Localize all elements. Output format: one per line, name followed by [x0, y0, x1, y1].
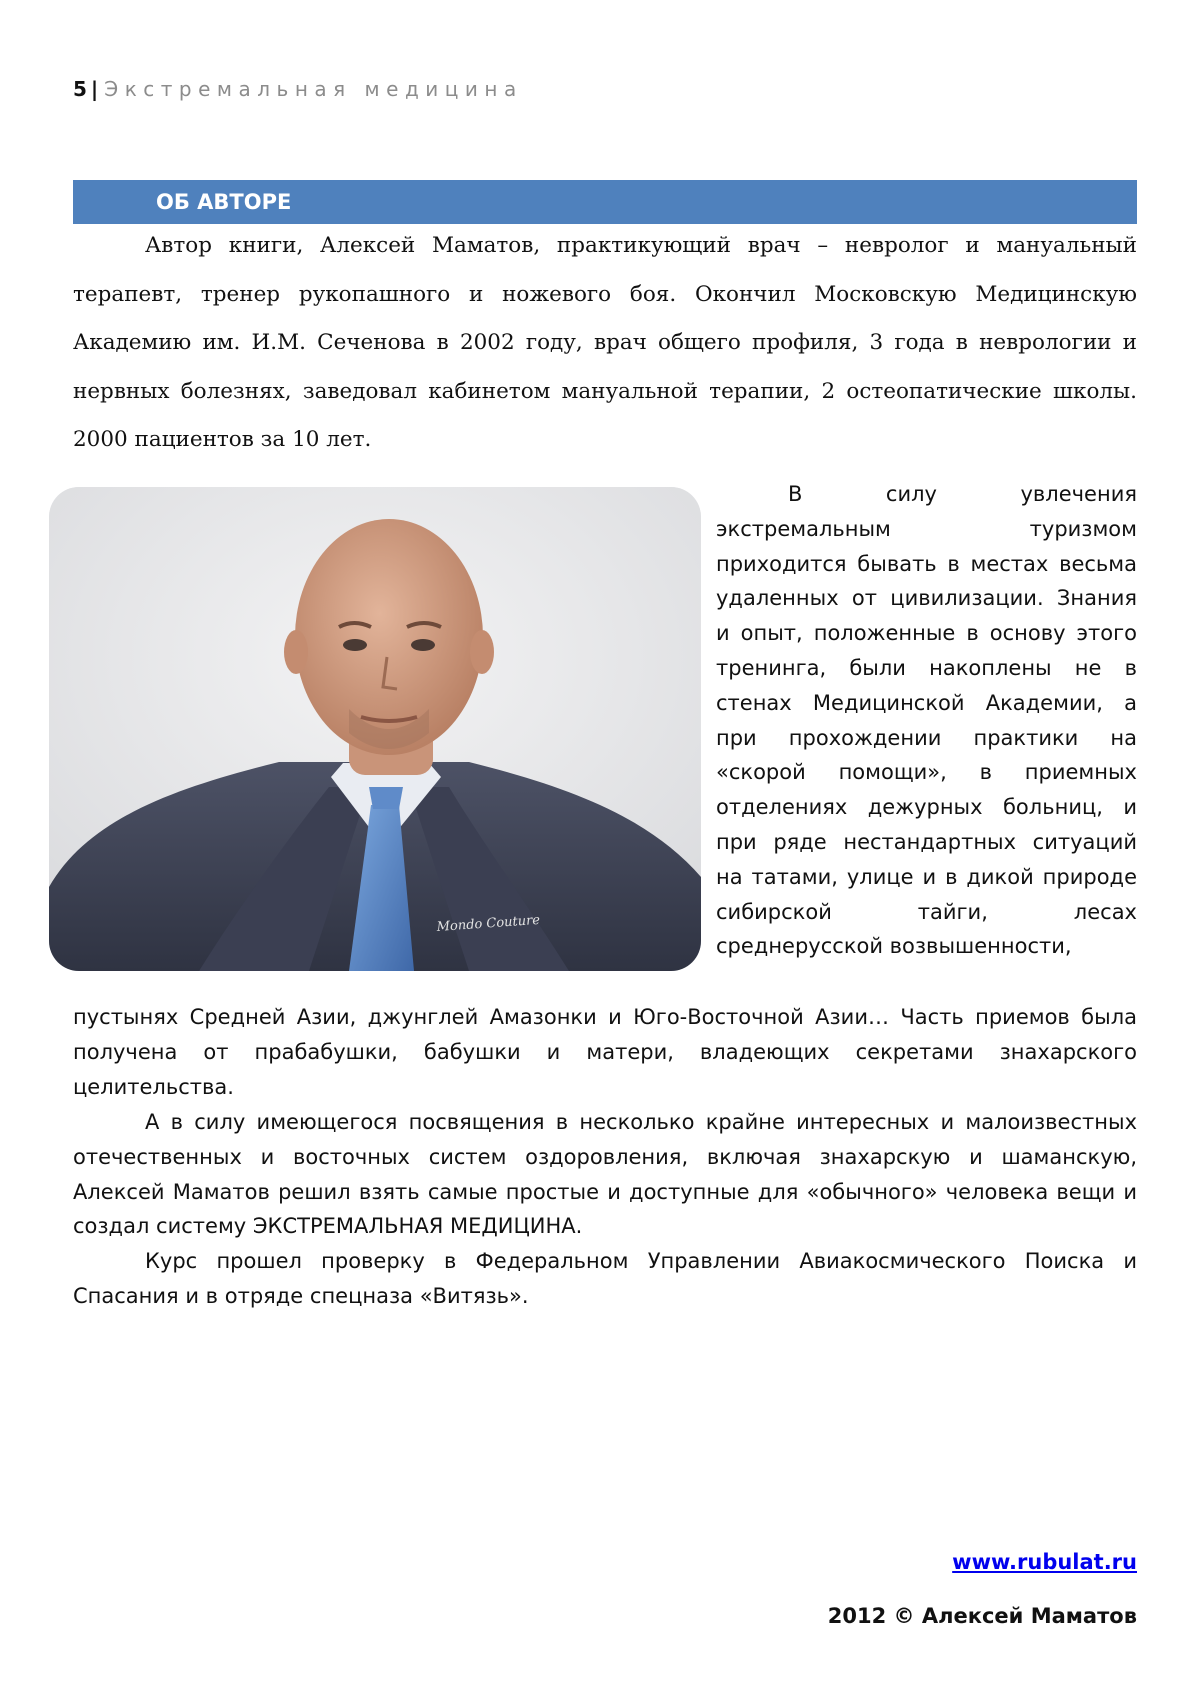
website-link[interactable]: www.rubulat.ru: [952, 1550, 1137, 1574]
header-separator: |: [90, 77, 99, 101]
paragraph-initiation: А в силу имеющегося посвящения в несколько крайне интересных и малоизвестных отечественных и восточных систем оздоровления, включая знахарскую и шаманскую, Алексей Маматов решил взять самые простые и доступные для «обычного» человека вещи и создал систему ЭКСТРЕМАЛЬНАЯ МЕДИЦИНА.: [73, 1110, 1137, 1239]
running-title: Экстремальная медицина: [104, 77, 523, 101]
page-number: 5: [73, 77, 87, 101]
jacket-label: Mondo Couture: [436, 912, 541, 935]
running-header: [73, 76, 523, 102]
paragraph-verification: Курс прошел проверку в Федеральном Управлении Авиакосмического Поиска и Спасания и в отряде спецназа «Витязь».: [73, 1249, 1137, 1308]
copyright-notice: 2012 © Алексей Маматов: [827, 1604, 1137, 1628]
author-photo: [49, 487, 701, 971]
text-beside-photo: В силу увлечения экстремальным туризмом приходится бывать в местах весьма удаленных от цивилизации. Знания и опыт, положенные в основу этого тренинга, были накоплены не в стенах Медицинской Академии, а при прохождении практики на «скорой помощи», в приемных отделениях дежурных больниц, и при ряде нестандартных ситуаций на татами, улице и в дикой природе сибирской тайги, лесах среднерусской возвышенности,: [716, 482, 1137, 959]
section-heading-band: [73, 180, 1137, 224]
section-title: ОБ АВТОРЕ: [156, 190, 292, 214]
text-below-photo: пустынях Средней Азии, джунглей Амазонки и Юго-Восточной Азии… Часть приемов была получена от прабабушки, бабушки и матери, владеющих секретами знахарского целительства.: [73, 1005, 1137, 1099]
intro-paragraph: Автор книги, Алексей Маматов, практикующий врач – невролог и мануальный терапевт, тренер рукопашного и ножевого боя. Окончил Московскую Медицинскую Академию им. И.М. Сеченова в 2002 году, врач общего профиля, 3 года в неврологии и нервных болезнях, заведовал кабинетом мануальной терапии, 2 остеопатические школы. 2000 пациентов за 10 лет.: [73, 233, 1137, 452]
